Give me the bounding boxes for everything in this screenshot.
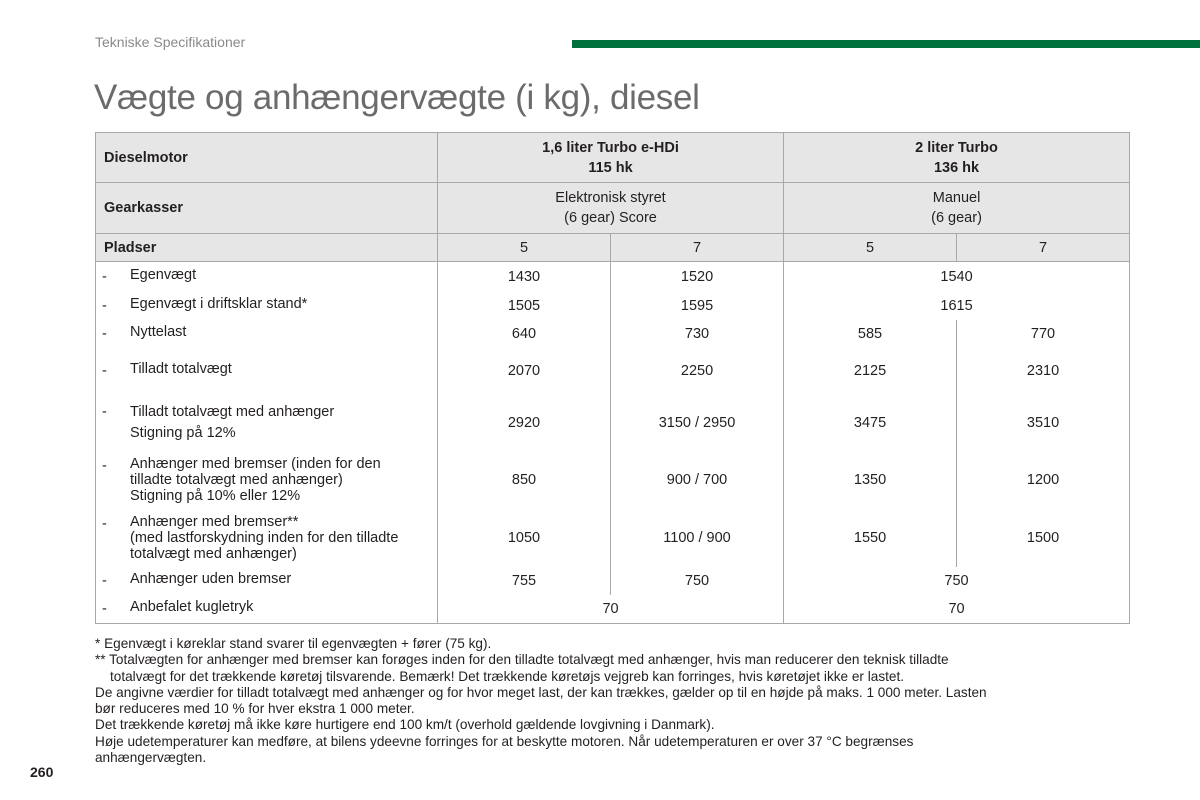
seats-label: Pladser — [96, 234, 438, 262]
row-label-line: totalvægt med anhænger) — [130, 545, 297, 562]
dash: - — [102, 458, 107, 474]
row-label-line: Stigning på 12% — [130, 424, 236, 441]
gearbox-label: Gearkasser — [96, 183, 438, 234]
engine-label: Dieselmotor — [96, 133, 438, 183]
table-row — [96, 320, 1130, 349]
footnote-2-line-2: totalvægt for det trækkende køretøj tilsvarende. Bemærk! Det trækkende køretøjs vejgreb kan forringes, hvis køretøjet ikke er lastet. — [110, 668, 905, 684]
row-label: Nyttelast — [130, 324, 187, 340]
seats-cell: 7 — [957, 234, 1130, 262]
paragraph-speed: Det trækkende køretøj må ikke køre hurtigere end 100 km/t (overhold gældende lovgivning i Danmark). — [95, 717, 715, 733]
value-cell: 2310 — [957, 349, 1130, 394]
dash: - — [102, 403, 107, 420]
row-label-line: Stigning på 10% eller 12% — [130, 488, 301, 504]
page-title: Vægte og anhængervægte (i kg), diesel — [94, 78, 700, 117]
dash: - — [102, 600, 107, 617]
engine-1-name: 1,6 liter Turbo e-HDi — [542, 139, 679, 156]
row-label-cell — [96, 349, 438, 394]
row-label: Tilladt totalvægt — [130, 361, 232, 377]
value-cell: 585 — [784, 320, 957, 349]
dash: - — [102, 268, 107, 285]
gearbox-2-gears: (6 gear) — [931, 210, 982, 226]
row-label-line: Anhænger med bremser** — [130, 513, 299, 530]
seats-cell: 5 — [438, 234, 611, 262]
value-cell: 750 — [784, 567, 1130, 595]
gearbox-1-cell — [438, 183, 784, 234]
value-cell: 2920 — [438, 394, 611, 452]
section-label: Tekniske Specifikationer — [95, 34, 246, 50]
gearbox-2-cell — [784, 183, 1130, 234]
row-label-line: Tilladt totalvægt med anhænger — [130, 403, 335, 420]
value-cell: 2070 — [438, 349, 611, 394]
row-label-cell — [96, 567, 438, 595]
value-cell: 3510 — [957, 394, 1130, 452]
value-cell: 1100 / 900 — [611, 509, 784, 567]
seats-cell: 7 — [611, 234, 784, 262]
engine-2-cell — [784, 133, 1130, 183]
table-row — [96, 509, 1130, 567]
dash: - — [102, 326, 107, 342]
dash: - — [102, 297, 107, 314]
dash: - — [102, 515, 107, 532]
value-cell: 770 — [957, 320, 1130, 349]
engine-1-cell — [438, 133, 784, 183]
value-cell: 1505 — [438, 292, 611, 320]
row-label-cell — [96, 595, 438, 624]
engine-1-power: 115 hk — [588, 159, 633, 176]
table-row — [96, 262, 1130, 292]
paragraph-temperature-line-1: Høje udetemperaturer kan medføre, at bilens ydeevne forringes for at beskytte motoren. Når udetemperaturen er over 37 °C begrænses — [95, 733, 914, 749]
value-cell: 70 — [784, 595, 1130, 624]
paragraph-altitude-line-2: bør reduceres med 10 % for hver ekstra 1 000 meter. — [95, 701, 415, 717]
value-cell: 730 — [611, 320, 784, 349]
value-cell: 3150 / 2950 — [611, 394, 784, 452]
value-cell: 1050 — [438, 509, 611, 567]
footnotes — [95, 636, 1095, 766]
row-label: Anbefalet kugletryk — [130, 598, 254, 615]
table-row — [96, 567, 1130, 595]
table-header-row-engine — [96, 133, 1130, 183]
value-cell: 1540 — [784, 262, 1130, 292]
value-cell: 1200 — [957, 452, 1130, 509]
table-row — [96, 349, 1130, 394]
paragraph-altitude-line-1: De angivne værdier for tilladt totalvægt med anhænger og for hvor meget last, der kan trækkes, gælder op til en højde på maks. 1 000 meter. Lasten — [95, 684, 987, 700]
value-cell: 640 — [438, 320, 611, 349]
gearbox-2-type: Manuel — [932, 190, 981, 206]
row-label-cell — [96, 394, 438, 452]
value-cell: 2250 — [611, 349, 784, 394]
row-label: Anhænger uden bremser — [130, 570, 292, 587]
value-cell: 1430 — [438, 262, 611, 292]
dash: - — [102, 572, 107, 589]
row-label: Egenvægt i driftsklar stand* — [130, 295, 308, 312]
value-cell: 2125 — [784, 349, 957, 394]
row-label-line: tilladte totalvægt med anhænger) — [130, 472, 343, 488]
row-label-cell — [96, 509, 438, 567]
value-cell: 1350 — [784, 452, 957, 509]
table-row — [96, 595, 1130, 624]
value-cell: 1615 — [784, 292, 1130, 320]
value-cell: 3475 — [784, 394, 957, 452]
row-label-cell — [96, 292, 438, 320]
value-cell: 755 — [438, 567, 611, 595]
gearbox-1-type: Elektronisk styret — [555, 190, 666, 206]
engine-2-power: 136 hk — [933, 159, 980, 176]
value-cell: 850 — [438, 452, 611, 509]
table-header-row-seats — [96, 234, 1130, 262]
row-label-cell — [96, 262, 438, 292]
gearbox-1-gears: (6 gear) Score — [564, 210, 657, 226]
row-label-cell — [96, 452, 438, 509]
value-cell: 1595 — [611, 292, 784, 320]
dash: - — [102, 363, 107, 379]
row-label-line: Anhænger med bremser (inden for den — [130, 456, 381, 472]
row-label-cell — [96, 320, 438, 349]
weights-table — [95, 132, 1130, 624]
footnote-2-line-1: ** Totalvægten for anhænger med bremser kan forøges inden for den tilladte totalvægt med anhænger, hvis man reducerer den teknisk tilladte — [95, 652, 949, 668]
value-cell: 750 — [611, 567, 784, 595]
page-number: 260 — [30, 764, 54, 780]
engine-2-name: 2 liter Turbo — [915, 139, 998, 156]
value-cell: 1500 — [957, 509, 1130, 567]
paragraph-temperature-line-2: anhængervægten. — [95, 750, 207, 766]
value-cell: 1520 — [611, 262, 784, 292]
table-header-row-gearbox — [96, 183, 1130, 234]
seats-cell: 5 — [784, 234, 957, 262]
footnote-1: * Egenvægt i køreklar stand svarer til egenvægten + fører (75 kg). — [95, 636, 492, 651]
row-label: Egenvægt — [130, 266, 197, 283]
value-cell: 1550 — [784, 509, 957, 567]
value-cell: 70 — [438, 595, 784, 624]
header-accent-bar — [572, 40, 1200, 48]
table-row — [96, 452, 1130, 509]
row-label-line: (med lastforskydning inden for den tilladte — [130, 529, 399, 546]
table-row — [96, 394, 1130, 452]
table-row — [96, 292, 1130, 320]
value-cell: 900 / 700 — [611, 452, 784, 509]
